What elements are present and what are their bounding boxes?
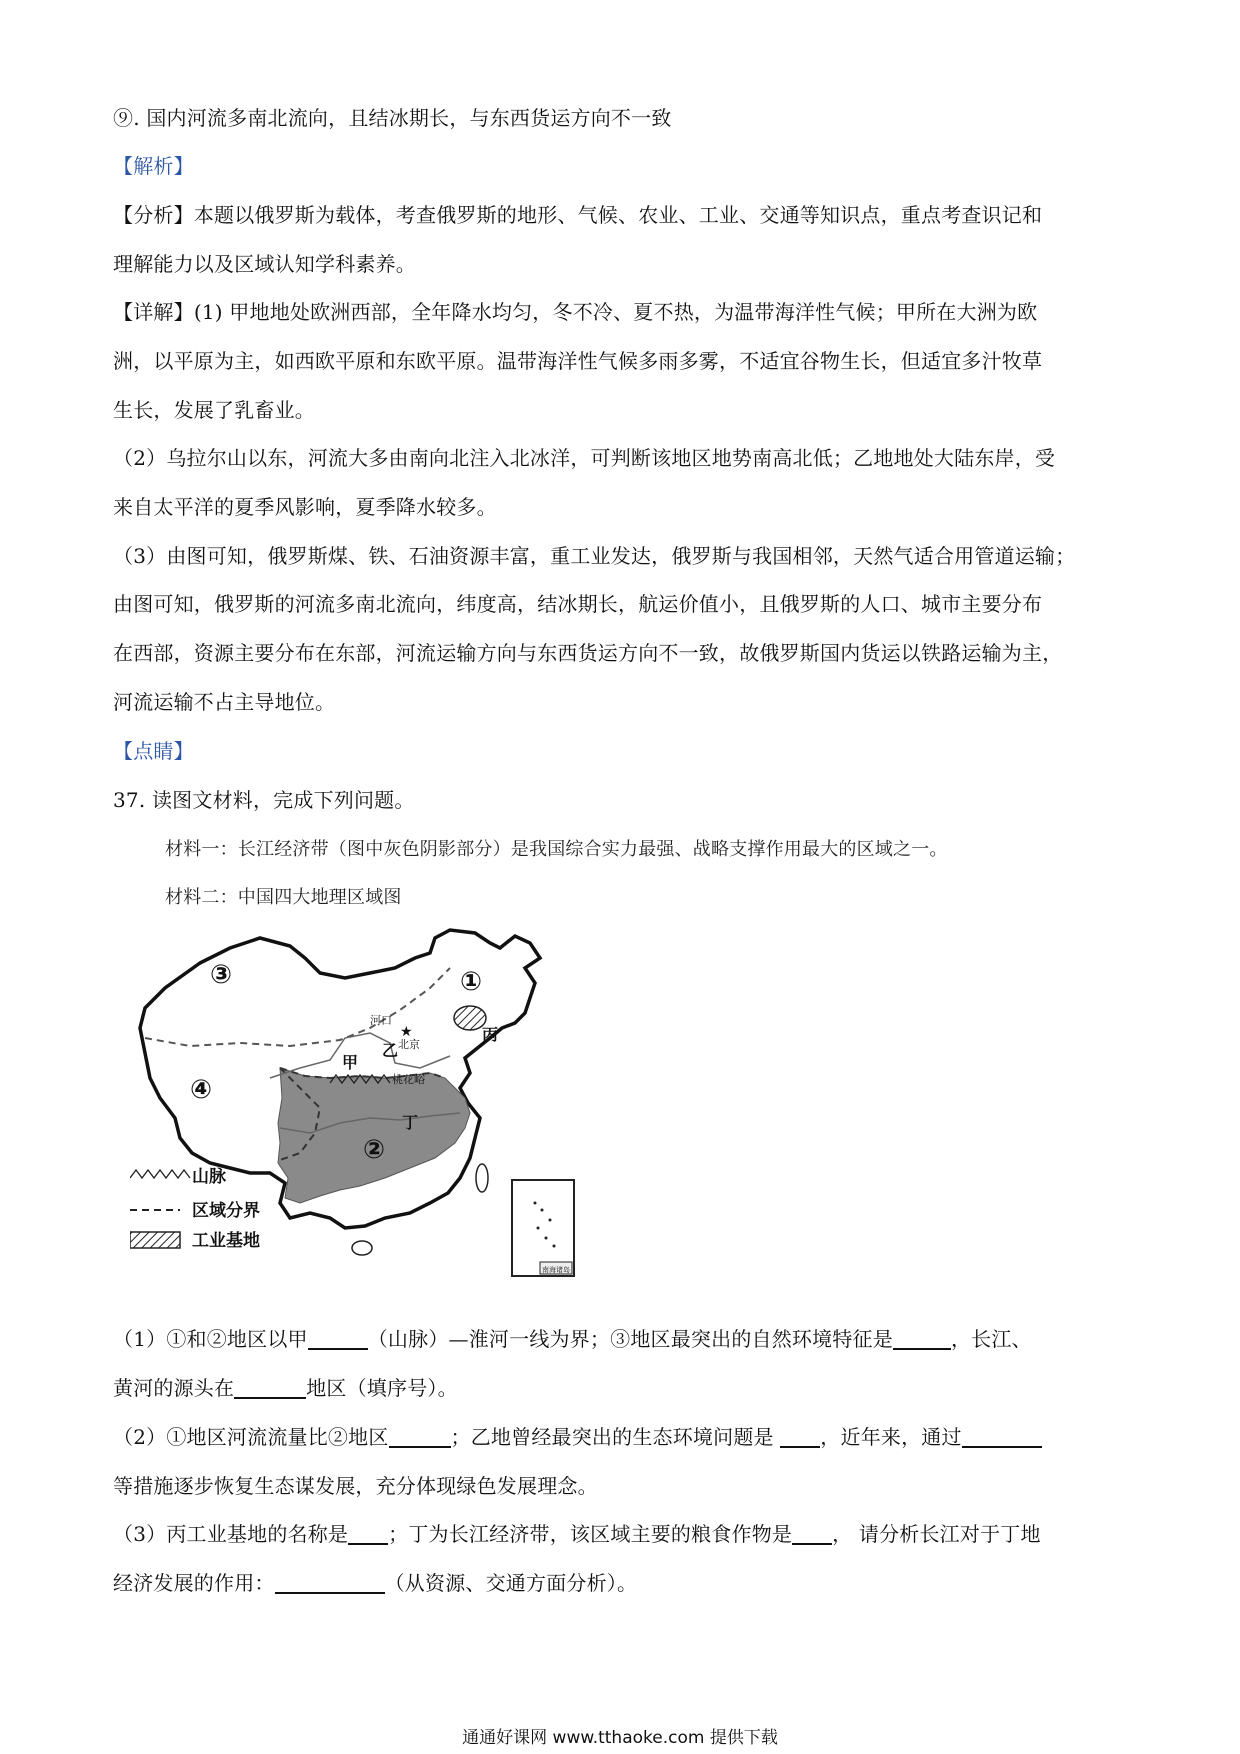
detail-part3-line-4: 河流运输不占主导地位。 bbox=[113, 690, 336, 714]
place-label-hekou: 河口 bbox=[370, 1014, 392, 1027]
place-label-ding: 丁 bbox=[402, 1113, 419, 1132]
q1-text-a: （1）①和②地区以甲 bbox=[113, 1327, 308, 1351]
beijing-star-icon: ★ bbox=[400, 1024, 413, 1040]
detail-part3-line-2: 由图可知，俄罗斯的河流多南北流向，纬度高，结冰期长，航运价值小，且俄罗斯的人口、城市主要分布 bbox=[113, 592, 1043, 616]
analysis-heading: 【解析】 bbox=[113, 154, 194, 178]
map-legend bbox=[130, 1167, 260, 1251]
q1-text-e: 地区（填序号）。 bbox=[306, 1376, 458, 1400]
region-label-4: ④ bbox=[190, 1075, 213, 1105]
china-four-regions-map bbox=[130, 928, 650, 1308]
question-1-line-2 bbox=[113, 1374, 1133, 1402]
detail-text-1: (1) 甲地地处欧洲西部，全年降水均匀，冬不冷、夏不热，为温带海洋性气候；甲所在大洲为欧 bbox=[193, 300, 1038, 324]
legend-boundary-label: 区域分界 bbox=[192, 1201, 260, 1221]
place-label-beijing: 北京 bbox=[398, 1038, 420, 1051]
place-label-jia: 甲 bbox=[342, 1053, 359, 1072]
question-3-line-1 bbox=[113, 1520, 1133, 1548]
q1-text-d: 黄河的源头在 bbox=[113, 1376, 235, 1400]
blank-eco-problem[interactable] bbox=[780, 1424, 820, 1448]
blank-source-region[interactable] bbox=[234, 1375, 306, 1399]
place-label-taohuayu: 桃花峪 bbox=[392, 1073, 425, 1086]
detail-part2-line-1: （2）乌拉尔山以东，河流大多由南向北注入北冰洋，可判断该地区地势南高北低；乙地地处大陆东岸，受 bbox=[113, 446, 1056, 470]
question-3-line-2 bbox=[113, 1569, 1133, 1597]
comment-heading: 【点睛】 bbox=[113, 739, 194, 763]
hainan-island bbox=[352, 1241, 372, 1255]
answer-item-9-text: . 国内河流多南北流向，且结冰期长，与东西货运方向不一致 bbox=[133, 106, 672, 130]
blank-base-name[interactable] bbox=[348, 1521, 388, 1545]
material-2: 材料二：中国四大地理区域图 bbox=[165, 887, 402, 908]
place-label-bing: 丙 bbox=[482, 1025, 499, 1044]
blank-feature[interactable] bbox=[893, 1326, 951, 1350]
region-label-2: ② bbox=[363, 1135, 386, 1165]
region-label-3: ③ bbox=[210, 960, 233, 990]
q3-text-e: （从资源、交通方面分析）。 bbox=[384, 1571, 638, 1595]
q3-text-b: ；丁为长江经济带，该区域主要的粮食作物是 bbox=[388, 1522, 793, 1546]
material-1: 材料一：长江经济带（图中灰色阴影部分）是我国综合实力最强、战略支撑作用最大的区域之一。 bbox=[165, 839, 948, 860]
analysis-line-2: 理解能力以及区域认知学科素养。 bbox=[113, 252, 416, 276]
blank-flow[interactable] bbox=[389, 1424, 451, 1448]
q3-text-a: （3）丙工业基地的名称是 bbox=[113, 1522, 349, 1546]
q2-text-b: ；乙地曾经最突出的生态环境问题是 bbox=[450, 1425, 774, 1449]
detail-label: 【详解】 bbox=[113, 300, 194, 324]
detail-part3-line-3: 在西部，资源主要分布在东部，河流运输方向与东西货运方向不一致，故俄罗斯国内货运以铁路运输为主， bbox=[113, 641, 1063, 665]
analysis-line-1 bbox=[113, 201, 1133, 229]
question-37-stem: 37. 读图文材料，完成下列问题。 bbox=[113, 788, 415, 812]
legend-hatched-icon bbox=[130, 1232, 180, 1248]
q3-text-d: 经济发展的作用： bbox=[113, 1571, 275, 1595]
blank-mountain[interactable] bbox=[308, 1326, 368, 1350]
taiwan-island bbox=[476, 1164, 488, 1192]
analysis-label: 【分析】 bbox=[113, 203, 194, 227]
detail-line-2: 洲，以平原为主，如西欧平原和东欧平原。温带海洋性气候多雨多雾，不适宜谷物生长，但适宜多汁牧草 bbox=[113, 349, 1043, 373]
map-svg bbox=[130, 928, 650, 1308]
blank-crop[interactable] bbox=[792, 1521, 832, 1545]
detail-line-3: 生长，发展了乳畜业。 bbox=[113, 398, 315, 422]
question-1-line-1 bbox=[113, 1325, 1133, 1353]
page-footer: 通通好课网 www.tthaoke.com 提供下载 bbox=[462, 1728, 778, 1748]
analysis-text-1: 本题以俄罗斯为载体，考查俄罗斯的地形、气候、农业、工业、交通等知识点，重点考查识记和 bbox=[193, 203, 1043, 227]
blank-yangtze-role[interactable] bbox=[275, 1570, 385, 1594]
place-label-yi: 乙 bbox=[382, 1041, 399, 1060]
q1-text-c: ，长江、 bbox=[950, 1327, 1032, 1351]
answer-item-9 bbox=[113, 104, 1133, 132]
inset-label: 南海诸岛 bbox=[542, 1266, 570, 1274]
q1-text-b: （山脉）—淮河一线为界；③地区最突出的自然环境特征是 bbox=[367, 1327, 893, 1351]
blank-measures[interactable] bbox=[962, 1424, 1042, 1448]
region-label-1: ① bbox=[460, 967, 483, 997]
legend-mountain-icon bbox=[130, 1170, 190, 1178]
circled-number-9: ⑨ bbox=[113, 106, 134, 130]
detail-line-1 bbox=[113, 298, 1133, 326]
detail-part3-line-1: （3）由图可知，俄罗斯煤、铁、石油资源丰富，重工业发达，俄罗斯与我国相邻，天然气适合用管道运输； bbox=[113, 544, 1076, 568]
question-2-line-2: 等措施逐步恢复生态谋发展，充分体现绿色发展理念。 bbox=[113, 1474, 598, 1498]
legend-mountain-label: 山脉 bbox=[192, 1167, 226, 1187]
q2-text-c: ，近年来，通过 bbox=[820, 1425, 962, 1449]
legend-industrial-label: 工业基地 bbox=[192, 1231, 260, 1251]
question-2-line-1 bbox=[113, 1423, 1133, 1451]
q2-text-a: （2）①地区河流流量比②地区 bbox=[113, 1425, 389, 1449]
detail-part2-line-2: 来自太平洋的夏季风影响，夏季降水较多。 bbox=[113, 495, 497, 519]
q3-text-c: ， 请分析长江对于丁地 bbox=[832, 1522, 1041, 1546]
